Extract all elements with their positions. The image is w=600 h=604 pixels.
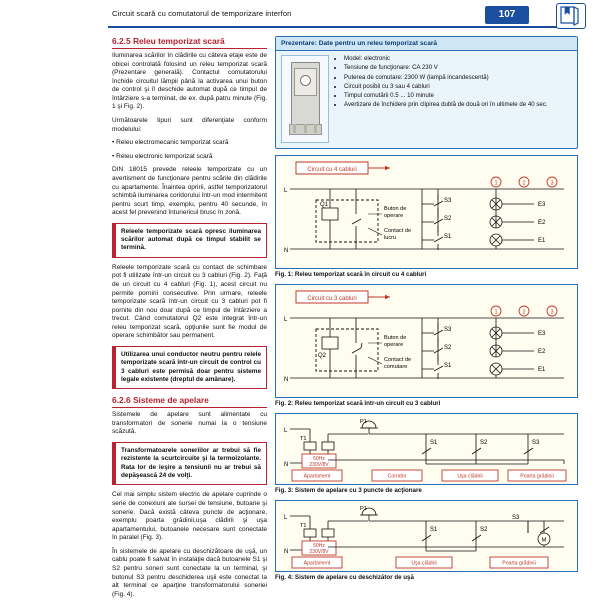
figure-1-frame bbox=[275, 155, 578, 269]
relay-Q1: Q1 bbox=[320, 202, 329, 208]
paragraph: Cel mai simplu sistem electric de apelare cuprinde o serie de conexiuni ale sursei de tensiune, butoane şi sonerie. Dacă există câteva puncte de acţionare, exemplu poarta grădinii,uşa clădirii şi uşa apartamentului, butoanele necesare sunt conectate în paralel (Fig. 3). bbox=[112, 491, 267, 542]
stair-timer-relay-photo bbox=[281, 55, 329, 143]
figure-4-caption: Fig. 4: Sistem de apelare cu deschizător de uşă bbox=[275, 574, 414, 581]
terminal-N: N bbox=[284, 377, 289, 383]
bell-P1: P1 bbox=[360, 506, 367, 512]
terminal-L: L bbox=[284, 188, 288, 194]
figure-1-caption: Fig. 1: Releu temporizat scară în circuit cu 4 cabluri bbox=[275, 271, 427, 278]
button-S3: S3 bbox=[444, 198, 452, 204]
motor-M: M bbox=[541, 537, 547, 544]
figure-3 bbox=[275, 413, 578, 494]
button-S3: S3 bbox=[532, 440, 540, 446]
section-heading-625: 6.2.5 Releu temporizat scară bbox=[112, 36, 267, 49]
legend-apartment: Apartament bbox=[303, 473, 331, 480]
legend-apartment: Apartament bbox=[303, 560, 331, 567]
figure-3-caption: Fig. 3: Sistem de apelare cu 3 puncte de acţionare bbox=[275, 487, 422, 494]
figure-2-caption: Fig. 2: Releu temporizat scară într-un circuit cu 3 cabluri bbox=[275, 400, 441, 407]
legend-corridor: Corridor bbox=[387, 473, 407, 480]
figure-4-frame bbox=[275, 500, 578, 572]
voltage-line-1: 50Hz bbox=[313, 456, 325, 462]
button-S1: S1 bbox=[430, 440, 438, 446]
lamp-E2: E2 bbox=[538, 220, 546, 226]
figure-3-frame bbox=[275, 413, 578, 485]
svg-text:comutare: comutare bbox=[384, 364, 408, 370]
annot-contact: Contact de bbox=[384, 228, 412, 234]
paragraph: • Releu electromecanic temporizat scară bbox=[112, 139, 229, 147]
annot-operate: Buton de bbox=[384, 206, 407, 212]
list-item: • Tensiune de funcţionare: CA 230 V bbox=[344, 64, 572, 72]
running-title: Circuit scară cu comutatorul de temporizare interfon bbox=[112, 9, 292, 18]
lamp-E3: E3 bbox=[538, 331, 546, 337]
button-S2: S2 bbox=[444, 345, 452, 351]
overview-panel bbox=[275, 36, 578, 149]
paragraph: În sistemele de apelare cu deschizătoare de uşă, un cablu poate fi salvat în instalaţie dacă butoanele S1 şi S2 pentru soneri sunt conectate la un terminal, şi butonul S3 pentru deschiderea uşii este conectat la alt terminal ce aparţine transformatorului soneriei (Fig. 4). bbox=[112, 547, 267, 598]
header-rule bbox=[108, 26, 578, 28]
figure-2-label: Circuit cu 3 cabluri bbox=[307, 296, 357, 302]
overview-panel-title: Prezentare: Date pentru un releu temporizat scară bbox=[276, 37, 577, 51]
bell-P1: P1 bbox=[360, 419, 367, 425]
paragraph: Iluminarea scărilor în clădirile cu câteva etaje este de obicei controlată folosind un releu temporizat scară (Prezentare generală). Contactul comutatorului închide circuitul lămpii până la activarea unui buton de control şi îl deschide automat după ce timpul de întârziere s-a terminat, de ex. după patru minute (Fig. 1 şi Fig. 2). bbox=[112, 52, 267, 111]
paragraph: Următoarele tipuri sunt diferenţiate conform modelului: bbox=[112, 117, 267, 133]
legend-building-door: Uşa clădirii bbox=[457, 473, 483, 480]
figure-1 bbox=[275, 155, 578, 278]
figure-2-frame bbox=[275, 284, 578, 398]
button-S3: S3 bbox=[512, 515, 520, 521]
lamp-E3: E3 bbox=[538, 202, 546, 208]
figure-1-label: Circuit cu 4 cabluri bbox=[307, 167, 357, 173]
voltage-line-2: 230V/8V bbox=[309, 462, 329, 468]
callout-text: Utilizarea unui conductor neutru pentru relele temporizate scară într-un circuit de control cu 3 cabluri este permisă doar pentru sisteme legale existente (dreptul de amânare). bbox=[121, 351, 261, 383]
lamp-E2: E2 bbox=[538, 349, 546, 355]
lamp-E1: E1 bbox=[538, 367, 546, 373]
left-column bbox=[112, 36, 267, 604]
callout-text: Transformatoarele soneriilor ar trebui să fie rezistente la scurtcircuite şi la termoizolante. Rata lor de ieşire a tensiunii nu ar trebui să depăşească 24 de volţi. bbox=[121, 447, 261, 480]
paragraph: • Releu electronic temporizat scară bbox=[112, 152, 213, 160]
svg-text:operare: operare bbox=[384, 342, 404, 348]
relay-Q2: Q2 bbox=[318, 353, 327, 359]
pole-mark-2: 2 bbox=[522, 180, 526, 187]
terminal-L: L bbox=[284, 428, 288, 434]
list-item: • Model: electronic bbox=[344, 55, 572, 63]
button-S1: S1 bbox=[444, 363, 452, 369]
legend-garden-gate: Poarta grădinii bbox=[502, 560, 536, 567]
button-S2: S2 bbox=[444, 216, 452, 222]
pole-mark-1: 1 bbox=[494, 180, 498, 187]
list-item: • Timpul comutării 0.5 ... 10 minute bbox=[344, 92, 572, 100]
legend-building-door: Uşa clădirii bbox=[411, 560, 437, 567]
voltage-line-2: 230V/8V bbox=[309, 549, 329, 555]
terminal-N: N bbox=[284, 248, 289, 254]
callout-note bbox=[112, 346, 267, 389]
callout-text: Releele temporizate scară opresc iluminarea scărilor automat după ce timpul stabilit se termină. bbox=[121, 227, 261, 252]
list-item: • Puterea de comutare: 2300 W (lampă incandescentă) bbox=[344, 74, 572, 82]
pole-mark-3: 3 bbox=[550, 309, 554, 316]
book-bookmark-icon bbox=[556, 3, 586, 29]
figure-4 bbox=[275, 500, 578, 581]
terminal-N: N bbox=[284, 462, 289, 468]
pole-mark-2: 2 bbox=[522, 309, 526, 316]
list-item: • Circuit posibil cu 3 sau 4 cabluri bbox=[344, 83, 572, 91]
transformer-T1: T1 bbox=[300, 436, 307, 442]
figure-2 bbox=[275, 284, 578, 407]
transformer-T1: T1 bbox=[300, 523, 307, 529]
annot-operate: Buton de bbox=[384, 335, 407, 341]
button-S2: S2 bbox=[480, 527, 488, 533]
paragraph: DIN 18015 prevede releele temporizate cu un avertisment de funcţionare pentru scările din clădirile cu apartamente. Înaintea opririi, astfel temporizatorul schimbă iluminarea coridorului într-un mod intermitent pentru scurt timp, exemplu, pentru 40 secunde, în acest fel prevenind întunericul brusc în zonă. bbox=[112, 166, 267, 217]
legend-garden-gate: Poarta grădinii bbox=[520, 473, 554, 480]
svg-text:lucru: lucru bbox=[384, 235, 397, 241]
page-number: 107 bbox=[485, 6, 529, 24]
terminal-N: N bbox=[284, 549, 289, 555]
voltage-line-1: 50Hz bbox=[313, 543, 325, 549]
button-S2: S2 bbox=[480, 440, 488, 446]
svg-text:operare: operare bbox=[384, 213, 404, 219]
callout-note bbox=[112, 223, 267, 258]
button-S3: S3 bbox=[444, 327, 452, 333]
right-column bbox=[275, 36, 580, 581]
button-S1: S1 bbox=[430, 527, 438, 533]
pole-mark-3: 3 bbox=[550, 180, 554, 187]
lamp-E1: E1 bbox=[538, 238, 546, 244]
paragraph: Releele temporizate scară cu contact de schimbare pot fi utilizate într-un circuit cu 3 cabluri (Fig. 2). Faţă de un circuit cu 4 cabluri (Fig. 1), acest circuit nu permite pornirii consecutive. Prin urmare, releele temporizate scară într-un circuit cu 3 cabluri pot fi pornite din nou doar după ce timpul de întârziere a trecut. Când comutatorul Q2 este integrat într-un releu temporizat scară, opţiunile sunt fie modul de operare schimbător sau permanent. bbox=[112, 263, 267, 340]
page-header bbox=[0, 0, 600, 30]
overview-list bbox=[335, 55, 572, 109]
terminal-L: L bbox=[284, 317, 288, 323]
list-item: • Avertizare de închidere prin clipirea dublă de două ori în ultimele de 40 sec. bbox=[344, 101, 572, 109]
terminal-L: L bbox=[284, 515, 288, 521]
pole-mark-1: 1 bbox=[494, 309, 498, 316]
annot-contact: Contact de bbox=[384, 357, 412, 363]
button-S1: S1 bbox=[444, 234, 452, 240]
paragraph: Sistemele de apelare sunt alimentate cu transformatori de sonerie numai la o tensiune scăzută. bbox=[112, 411, 267, 436]
callout-note bbox=[112, 442, 267, 485]
section-heading-626: 6.2.6 Sisteme de apelare bbox=[112, 395, 267, 408]
